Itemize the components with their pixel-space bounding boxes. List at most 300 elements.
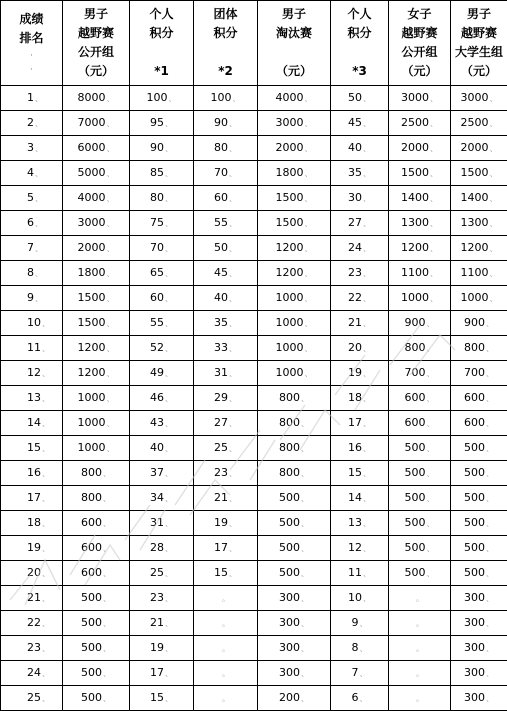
rank-cell [1,561,63,586]
value-cell [331,211,389,236]
cell-mark: 、 [430,294,438,303]
value-cell [331,611,389,636]
value-cell [130,136,194,161]
cell-mark: 、 [490,269,498,278]
column-header-line: （元） [389,62,450,81]
cell-value: 1000 [401,291,429,304]
table-row [1,436,507,461]
cell-mark: 、 [107,419,115,428]
cell-mark: 、 [427,319,435,328]
value-cell [130,186,194,211]
cell-mark: 、 [165,369,173,378]
cell-mark: 、 [35,169,43,178]
cell-mark: 、 [360,619,368,628]
cell-value: 1 [27,91,34,104]
cell-value: 1200 [276,241,304,254]
rank-cell [1,461,63,486]
cell-mark: 、 [165,644,173,653]
cell-mark: 。 [416,594,424,603]
cell-mark: 、 [107,244,115,253]
value-cell [389,236,451,261]
table-row [1,486,507,511]
value-cell [130,286,194,311]
cell-mark: 、 [229,344,237,353]
cell-mark: 、 [165,669,173,678]
cell-value: 9 [352,616,359,629]
value-cell [63,411,130,436]
cell-value: 1100 [461,266,489,279]
table-row [1,261,507,286]
cell-mark: 、 [165,469,173,478]
cell-mark: 、 [229,494,237,503]
cell-value: 4 [27,166,34,179]
cell-mark: 、 [169,94,177,103]
value-cell [130,686,194,711]
value-cell [258,86,331,111]
rank-cell [1,86,63,111]
table-row [1,611,507,636]
cell-mark: 、 [229,144,237,153]
value-cell [451,386,507,411]
cell-value: 22 [348,291,362,304]
cell-mark: 、 [486,344,494,353]
cell-value: 55 [150,316,164,329]
cell-mark: 、 [42,619,50,628]
cell-value: 1200 [78,341,106,354]
value-cell [389,111,451,136]
value-cell [389,611,451,636]
value-cell [194,411,258,436]
value-cell [130,561,194,586]
cell-mark: 、 [107,394,115,403]
cell-mark: 、 [301,569,309,578]
cell-mark: 、 [305,244,313,253]
cell-value: 1100 [401,266,429,279]
cell-value: 25 [27,691,41,704]
cell-value: 300 [464,616,485,629]
cell-mark: 、 [103,594,111,603]
cell-mark: 、 [165,344,173,353]
cell-mark: 、 [363,144,371,153]
rank-cell [1,686,63,711]
cell-value: 70 [214,166,228,179]
value-cell [451,311,507,336]
cell-mark: 、 [42,494,50,503]
cell-mark: 、 [363,519,371,528]
cell-value: 28 [150,541,164,554]
value-cell [451,461,507,486]
cell-value: 800 [279,416,300,429]
value-cell [389,486,451,511]
cell-mark: 、 [42,319,50,328]
cell-value: 500 [81,616,102,629]
column-header-line: 男子 [258,5,330,24]
cell-mark: 、 [486,669,494,678]
table-row [1,461,507,486]
cell-mark: 、 [107,344,115,353]
cell-value: 700 [464,366,485,379]
table-row [1,336,507,361]
value-cell [331,586,389,611]
cell-value: 7 [352,666,359,679]
value-cell [63,336,130,361]
cell-mark: 、 [490,119,498,128]
value-cell [194,661,258,686]
cell-value: 300 [279,666,300,679]
rank-cell [1,661,63,686]
value-cell [451,611,507,636]
cell-mark: 、 [229,569,237,578]
cell-mark: 、 [301,669,309,678]
cell-value: 75 [150,216,164,229]
cell-mark: 、 [165,144,173,153]
cell-value: 500 [81,691,102,704]
value-cell [258,536,331,561]
cell-value: 500 [81,666,102,679]
cell-value: 1000 [276,291,304,304]
cell-value: 500 [279,541,300,554]
cell-mark: 、 [305,194,313,203]
value-cell [389,211,451,236]
cell-value: 600 [464,416,485,429]
cell-value: 14 [348,491,362,504]
table-row [1,236,507,261]
value-cell [194,636,258,661]
rank-cell [1,511,63,536]
cell-value: 500 [279,566,300,579]
column-header-line: 公开组 [389,43,450,62]
cell-mark: 、 [103,569,111,578]
cell-value: 11 [27,341,41,354]
cell-value: 49 [150,366,164,379]
table-row [1,586,507,611]
cell-value: 6 [352,691,359,704]
cell-mark: 、 [430,119,438,128]
cell-value: 21 [27,591,41,604]
cell-value: 1000 [78,416,106,429]
cell-value: 2000 [276,141,304,154]
column-header-line: 大学生组 [451,43,507,62]
cell-mark: 、 [427,569,435,578]
cell-mark: 、 [363,119,371,128]
cell-mark: 、 [430,269,438,278]
cell-mark: 、 [42,544,50,553]
table-row [1,411,507,436]
value-cell [451,586,507,611]
cell-mark: 、 [107,219,115,228]
cell-value: 25 [214,441,228,454]
cell-mark: 、 [363,269,371,278]
value-cell [331,536,389,561]
cell-value: 1500 [401,166,429,179]
cell-value: 8000 [78,91,106,104]
cell-value: 1500 [78,316,106,329]
value-cell [63,536,130,561]
cell-value: 1000 [78,441,106,454]
cell-mark: 、 [490,94,498,103]
table-row [1,86,507,111]
cell-value: 30 [348,191,362,204]
value-cell [130,486,194,511]
cell-value: 500 [464,466,485,479]
cell-mark: 。 [222,669,230,678]
cell-value: 600 [81,566,102,579]
cell-value: 500 [279,516,300,529]
cell-value: 80 [214,141,228,154]
column-header [1,1,63,86]
value-cell [194,111,258,136]
cell-mark: 、 [165,569,173,578]
cell-mark: 。 [222,619,230,628]
value-cell [63,611,130,636]
cell-value: 21 [214,491,228,504]
cell-mark: 、 [490,169,498,178]
value-cell [389,336,451,361]
value-cell [258,611,331,636]
cell-value: 6 [27,216,34,229]
cell-mark: 。 [416,619,424,628]
value-cell [63,86,130,111]
cell-value: 2000 [401,141,429,154]
rank-cell [1,361,63,386]
column-header-line: 男子 [451,5,507,24]
value-cell [331,486,389,511]
cell-value: 19 [150,641,164,654]
value-cell [389,161,451,186]
column-header-mark: , [1,48,62,62]
cell-value: 27 [348,216,362,229]
column-header-line: 积分 [194,24,257,43]
value-cell [130,411,194,436]
value-cell [130,336,194,361]
cell-value: 10 [348,591,362,604]
cell-value: 800 [405,341,426,354]
cell-value: 1000 [276,341,304,354]
cell-value: 6000 [78,141,106,154]
value-cell [258,311,331,336]
value-cell [451,536,507,561]
cell-value: 4000 [276,91,304,104]
value-cell [331,261,389,286]
value-cell [194,436,258,461]
column-header-line [331,43,388,62]
cell-value: 800 [279,466,300,479]
cell-value: 43 [150,416,164,429]
cell-mark: 、 [229,269,237,278]
cell-value: 3000 [78,216,106,229]
cell-mark: 、 [363,369,371,378]
cell-mark: 、 [427,544,435,553]
cell-mark: 、 [165,194,173,203]
value-cell [258,586,331,611]
value-cell [331,161,389,186]
cell-mark: 、 [363,444,371,453]
table-row [1,536,507,561]
cell-value: 1800 [78,266,106,279]
value-cell [258,236,331,261]
value-cell [63,511,130,536]
cell-value: 1200 [78,366,106,379]
value-cell [63,361,130,386]
cell-value: 10 [27,316,41,329]
cell-value: 300 [279,641,300,654]
cell-value: 1000 [461,291,489,304]
value-cell [63,111,130,136]
cell-mark: 、 [229,319,237,328]
cell-mark: 、 [165,419,173,428]
value-cell [389,661,451,686]
cell-mark: 。 [416,694,424,703]
cell-value: 2500 [401,116,429,129]
cell-value: 18 [27,516,41,529]
value-cell [451,436,507,461]
value-cell [258,636,331,661]
cell-value: 13 [348,516,362,529]
cell-value: 1200 [461,241,489,254]
cell-mark: 、 [233,94,241,103]
cell-value: 500 [464,516,485,529]
value-cell [63,311,130,336]
value-cell [194,361,258,386]
column-header-line: （元） [63,62,129,81]
value-cell [331,386,389,411]
column-header-line: （元） [451,62,507,81]
cell-value: 800 [81,466,102,479]
value-cell [258,211,331,236]
table-row [1,286,507,311]
cell-mark: 、 [486,419,494,428]
cell-value: 27 [214,416,228,429]
value-cell [331,686,389,711]
value-cell [130,111,194,136]
column-header [258,1,331,86]
rank-cell [1,211,63,236]
cell-value: 15 [348,466,362,479]
value-cell [194,236,258,261]
cell-value: 3000 [276,116,304,129]
value-cell [194,536,258,561]
cell-mark: 、 [305,119,313,128]
value-cell [130,236,194,261]
cell-value: 23 [214,466,228,479]
cell-value: 1200 [276,266,304,279]
value-cell [130,86,194,111]
cell-mark: 、 [165,269,173,278]
cell-mark: 、 [360,669,368,678]
value-cell [63,486,130,511]
value-cell [258,111,331,136]
cell-value: 1300 [401,216,429,229]
value-cell [194,686,258,711]
cell-value: 600 [81,541,102,554]
cell-mark: 、 [427,519,435,528]
cell-mark: 、 [165,119,173,128]
cell-mark: 、 [490,144,498,153]
cell-mark: 、 [486,644,494,653]
cell-value: 2000 [461,141,489,154]
cell-mark: 、 [363,319,371,328]
cell-value: 17 [348,416,362,429]
cell-value: 600 [405,416,426,429]
table-row [1,161,507,186]
cell-value: 3000 [461,91,489,104]
value-cell [63,561,130,586]
cell-value: 8 [352,641,359,654]
value-cell [194,211,258,236]
table-row [1,361,507,386]
value-cell [451,336,507,361]
cell-mark: 、 [35,94,43,103]
cell-mark: 、 [107,319,115,328]
value-cell [194,86,258,111]
value-cell [130,261,194,286]
value-cell [389,411,451,436]
cell-value: 3 [27,141,34,154]
cell-mark: 、 [42,569,50,578]
cell-value: 52 [150,341,164,354]
cell-mark: 、 [486,519,494,528]
cell-value: 500 [405,441,426,454]
column-header-line: （元） [258,62,330,81]
value-cell [63,661,130,686]
cell-mark: 、 [229,169,237,178]
cell-value: 7000 [78,116,106,129]
cell-value: 100 [211,91,232,104]
cell-mark: 、 [360,694,368,703]
cell-value: 24 [348,241,362,254]
cell-value: 40 [150,441,164,454]
value-cell [258,686,331,711]
cell-value: 1000 [276,316,304,329]
cell-mark: 、 [301,494,309,503]
cell-mark: 、 [305,319,313,328]
cell-mark: 、 [229,469,237,478]
cell-mark: 、 [229,444,237,453]
cell-value: 45 [348,116,362,129]
value-cell [331,361,389,386]
cell-value: 800 [279,441,300,454]
cell-value: 29 [214,391,228,404]
table-row [1,211,507,236]
value-cell [451,661,507,686]
cell-value: 7 [27,241,34,254]
cell-mark: 、 [360,644,368,653]
cell-mark: 、 [301,544,309,553]
cell-value: 21 [348,316,362,329]
cell-value: 500 [405,566,426,579]
column-header-line: 团体 [194,5,257,24]
cell-mark: 、 [107,194,115,203]
table-row [1,686,507,711]
value-cell [258,336,331,361]
cell-mark: 、 [430,244,438,253]
value-cell [258,661,331,686]
rank-cell [1,386,63,411]
cell-value: 12 [348,541,362,554]
cell-mark: 、 [301,619,309,628]
cell-mark: 、 [490,219,498,228]
cell-value: 12 [27,366,41,379]
cell-mark: 、 [107,294,115,303]
value-cell [331,86,389,111]
value-cell [130,611,194,636]
value-cell [331,336,389,361]
cell-mark: 、 [35,194,43,203]
value-cell [451,236,507,261]
value-cell [331,286,389,311]
cell-value: 500 [279,491,300,504]
cell-mark: 、 [490,194,498,203]
